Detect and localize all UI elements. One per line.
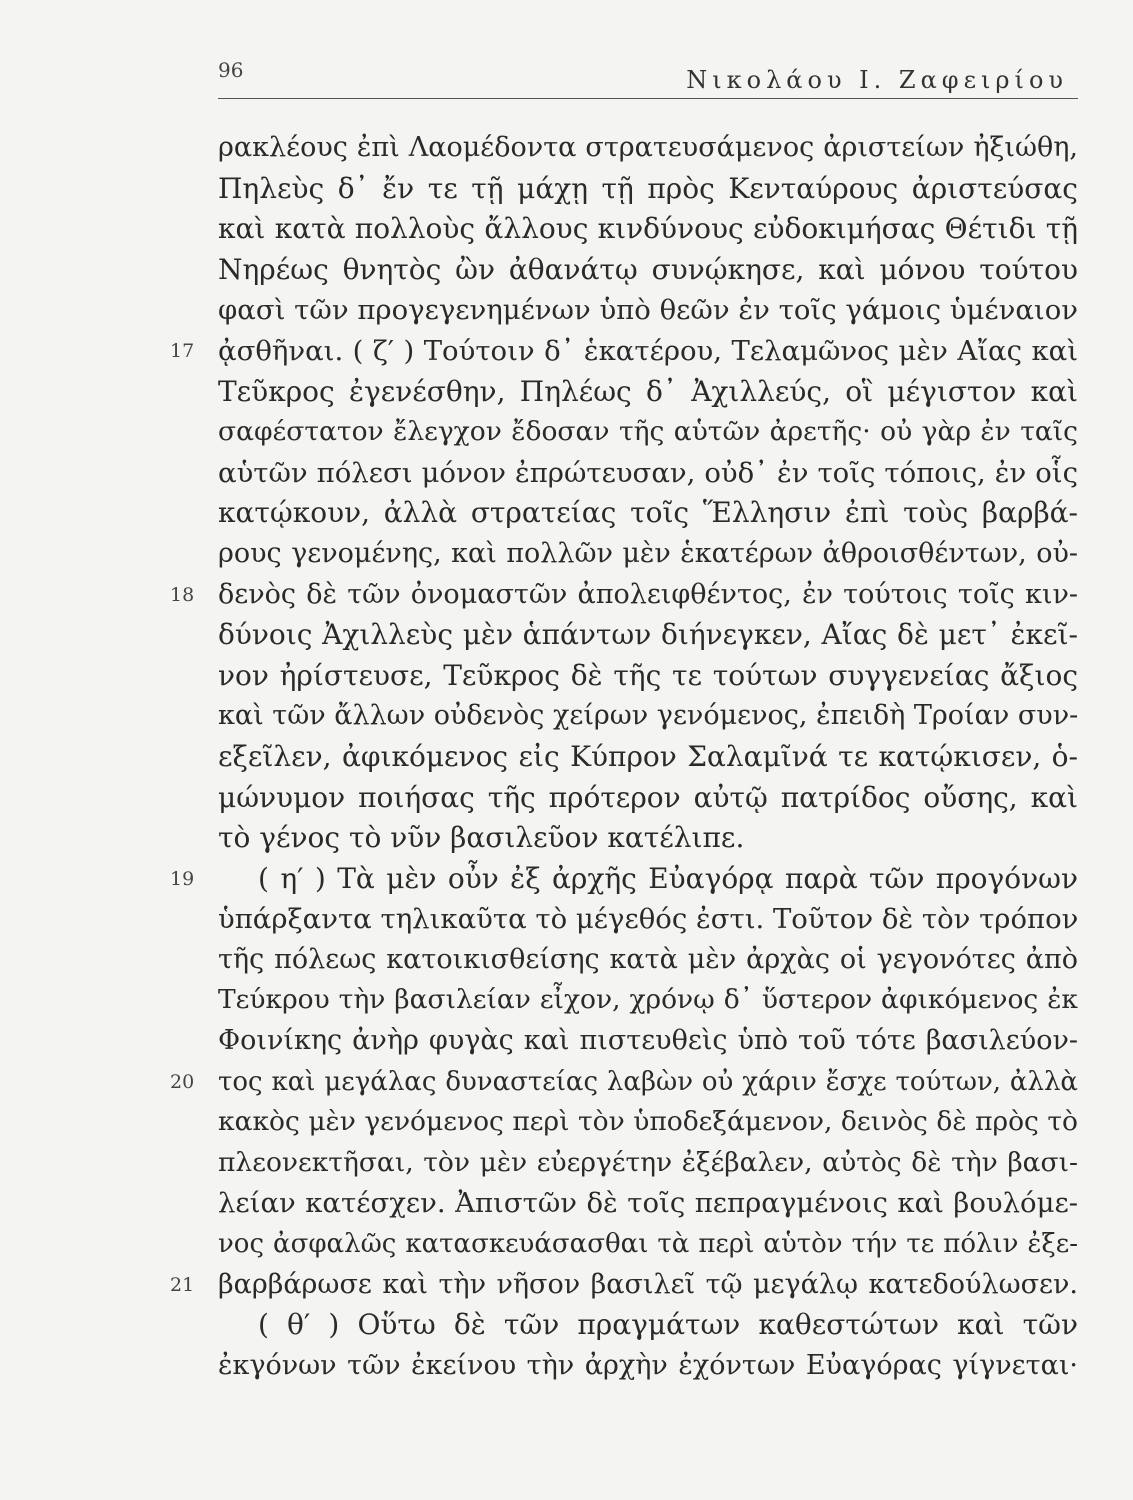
line-text: ρακλέους ἐπὶ Λαομέδοντα στρατευσάμενος ἀριστείων ἠξιώθη, xyxy=(218,132,1078,163)
text-line xyxy=(218,1143,1078,1184)
text-line xyxy=(218,1021,1078,1062)
running-title: Νικολάου Ι. Ζαφειρίου xyxy=(686,66,1068,94)
text-line xyxy=(170,859,1078,900)
text-line xyxy=(218,940,1078,981)
line-text: τὸ γένος τὸ νῦν βασιλεῦον κατέλιπε. xyxy=(218,821,745,855)
margin-section-number: 18 xyxy=(170,583,195,606)
line-text: νον ἠρίστευσε, Τεῦκρος δὲ τῆς τε τούτων συγγενείας ἄξιος xyxy=(218,658,1078,692)
line-text: σαφέστατον ἔλεγχον ἔδοσαν τῆς αὑτῶν ἀρετῆς· οὐ γὰρ ἐν ταῖς xyxy=(218,416,1078,448)
line-text: λείαν κατέσχεν. Ἀπιστῶν δὲ τοῖς πεπραγμένοις καὶ βουλόμε- xyxy=(218,1187,1078,1220)
text-line xyxy=(218,1102,1078,1143)
text-line xyxy=(218,493,1078,534)
text-line xyxy=(218,290,1078,331)
line-text: φασὶ τῶν προγεγενημένων ὑπὸ θεῶν ἐν τοῖς γάμοις ὑμέναιον xyxy=(218,294,1078,327)
line-text: δενὸς δὲ τῶν ὀνομαστῶν ἀπολειφθέντος, ἐν τούτοις τοῖς κιν- xyxy=(218,578,1078,610)
line-text: δύνοις Ἀχιλλεὺς μὲν ἁπάντων διήνεγκεν, Αἴας δὲ μετ᾿ ἐκεῖ- xyxy=(218,618,1078,652)
text-line xyxy=(218,128,1078,169)
text-line xyxy=(218,656,1078,697)
line-text: Πηλεὺς δ᾿ ἔν τε τῇ μάχῃ τῇ πρὸς Κενταύρους ἀριστεύσας xyxy=(218,171,1078,205)
text-line xyxy=(218,453,1078,494)
text-line xyxy=(218,615,1078,656)
line-text: Νηρέως θνητὸς ὢν ἀθανάτῳ συνῴκησε, καὶ μόνου τούτου xyxy=(218,252,1078,286)
text-line xyxy=(218,1346,1078,1387)
margin-section-number: 21 xyxy=(170,1273,195,1296)
line-text: πλεονεκτῆσαι, τὸν μὲν εὐεργέτην ἐξέβαλεν, αὐτὸς δὲ τὴν βασι- xyxy=(218,1146,1078,1178)
text-line xyxy=(218,778,1078,819)
text-line xyxy=(218,534,1078,575)
text-line xyxy=(218,372,1078,413)
line-text: ( θ′ ) Οὕτω δὲ τῶν πραγμάτων καθεστώτων καὶ τῶν xyxy=(258,1308,1078,1342)
line-text: καὶ κατὰ πολλοὺς ἄλλους κινδύνους εὐδοκιμήσας Θέτιδι τῇ xyxy=(218,212,1078,246)
text-line xyxy=(170,331,1078,372)
line-text: μώνυμον ποιήσας τῆς πρότερον αὐτῷ πατρίδος οὔσης, καὶ xyxy=(218,780,1078,814)
text-line xyxy=(218,412,1078,453)
text-line xyxy=(218,1183,1078,1224)
line-text: αὑτῶν πόλεσι μόνον ἐπρώτευσαν, οὐδ᾿ ἐν τοῖς τόποις, ἐν οἷς xyxy=(218,456,1078,489)
page-number: 96 xyxy=(218,58,244,82)
line-text: εξεῖλεν, ἀφικόμενος εἰς Κύπρον Σαλαμῖνά τε κατῴκισεν, ὁ- xyxy=(218,739,1078,773)
line-text: κατῴκουν, ἀλλὰ στρατείας τοῖς Ἕλλησιν ἐπὶ τοὺς βαρβά- xyxy=(218,496,1078,530)
margin-section-number: 17 xyxy=(170,339,195,362)
line-text: νος ἀσφαλῶς κατασκευάσασθαι τὰ περὶ αὑτὸν τήν τε πόλιν ἐξε- xyxy=(218,1229,1078,1260)
text-line xyxy=(218,737,1078,778)
line-text: Τεύκρου τὴν βασιλείαν εἶχον, χρόνῳ δ᾿ ὕστερον ἀφικόμενος ἐκ xyxy=(218,984,1078,1016)
line-text: ἐκγόνων τῶν ἐκείνου τὴν ἀρχὴν ἐχόντων Εὐαγόρας γίγνεται· xyxy=(218,1349,1078,1381)
text-line xyxy=(170,1265,1078,1306)
text-line xyxy=(218,1305,1078,1346)
text-line xyxy=(218,696,1078,737)
line-text: Φοινίκης ἀνὴρ φυγὰς καὶ πιστευθεὶς ὑπὸ τοῦ τότε βασιλεύον- xyxy=(218,1025,1078,1057)
text-line xyxy=(218,980,1078,1021)
text-line xyxy=(218,250,1078,291)
margin-section-number: 19 xyxy=(170,867,195,890)
text-line xyxy=(218,169,1078,210)
margin-section-number: 20 xyxy=(170,1070,195,1093)
body-text xyxy=(170,128,1079,1386)
line-text: καὶ τῶν ἄλλων οὐδενὸς χείρων γενόμενος, ἐπειδὴ Τροίαν συν- xyxy=(218,700,1079,732)
text-line xyxy=(218,899,1078,940)
line-text: τῆς πόλεως κατοικισθείσης κατὰ μὲν ἀρχὰς οἱ γεγονότες ἀπὸ xyxy=(218,943,1078,975)
line-text: τος καὶ μεγάλας δυναστείας λαβὼν οὐ χάριν ἔσχε τούτων, ἀλλὰ xyxy=(218,1066,1078,1097)
text-line xyxy=(170,1062,1078,1103)
line-text: ὑπάρξαντα τηλικαῦτα τὸ μέγεθός ἐστι. Τοῦτον δὲ τὸν τρόπον xyxy=(218,903,1079,936)
text-line xyxy=(218,818,1078,859)
text-line xyxy=(170,575,1078,616)
line-text: ρους γενομένης, καὶ πολλῶν μὲν ἑκατέρων ἀθροισθέντων, οὐ- xyxy=(218,537,1078,569)
line-text: ᾀσθῆναι. ( ζ′ ) Τούτοιν δ᾿ ἑκατέρου, Τελαμῶνος μὲν Αἴας καὶ xyxy=(218,334,1078,367)
line-text: βαρβάρωσε καὶ τὴν νῆσον βασιλεῖ τῷ μεγάλῳ κατεδούλωσεν. xyxy=(218,1268,1078,1300)
text-line xyxy=(218,209,1078,250)
line-text: Τεῦκρος ἐγενέσθην, Πηλέως δ᾿ Ἀχιλλεύς, οἳ μέγιστον καὶ xyxy=(218,374,1078,408)
text-line xyxy=(218,1224,1078,1265)
line-text: ( η′ ) Τὰ μὲν οὖν ἐξ ἀρχῆς Εὐαγόρᾳ παρὰ τῶν προγόνων xyxy=(258,861,1078,895)
line-text: κακὸς μὲν γενόμενος περὶ τὸν ὑποδεξάμενον, δεινὸς δὲ πρὸς τὸ xyxy=(218,1106,1078,1138)
page-header xyxy=(218,58,1078,99)
